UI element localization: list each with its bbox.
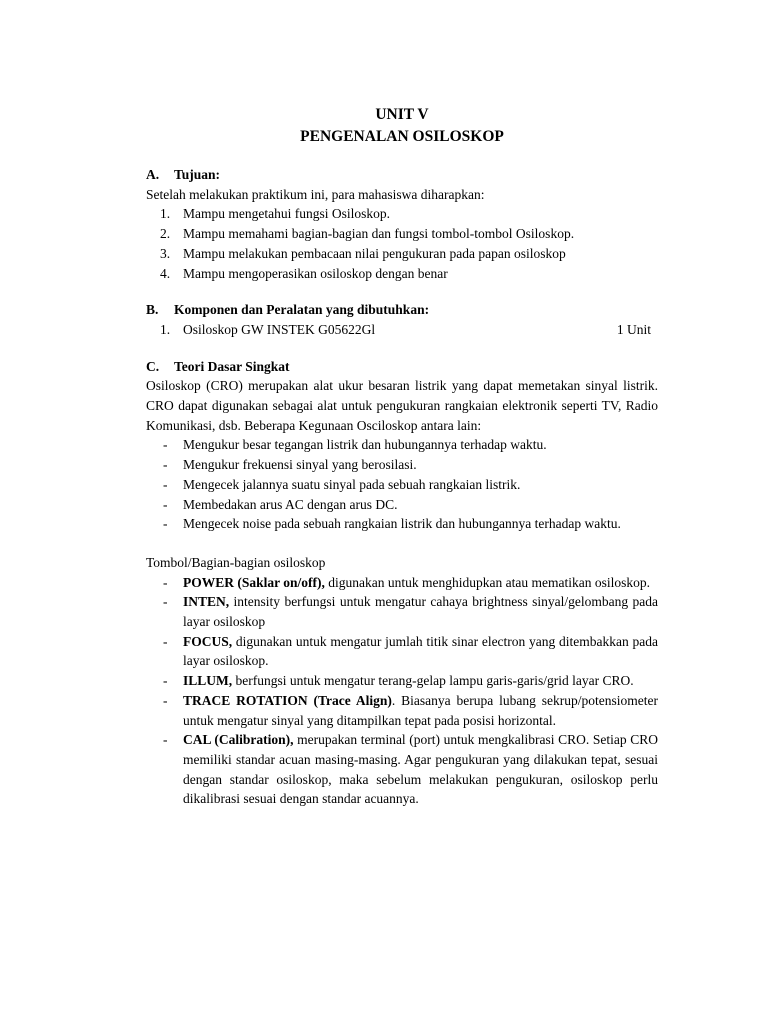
part-description: berfungsi untuk mengatur terang-gelap lampu garis-garis/grid layar CRO. [232,673,634,689]
component-quantity: 1 Unit [616,321,651,337]
list-item [146,514,658,534]
part-description: . Biasanya berupa lubang sekrup/potensiometer untuk mengatur sinyal yang ditampilkan tepat pada posisi horizontal. [183,692,658,728]
list-number: 3. [160,245,171,261]
bullet-dash: - [163,457,168,473]
list-text: Mengukur besar tegangan listrik dan hubungannya terhadap waktu. [183,437,547,453]
objectives-list [146,204,658,283]
part-term: TRACE ROTATION (Trace Align) [183,692,392,708]
list-item [146,632,658,671]
section-b-title: Komponen dan Peralatan yang dibutuhkan: [174,302,430,318]
section-c-heading [146,357,658,377]
section-a-heading [146,165,658,185]
section-b-letter: B. [146,302,159,318]
list-item [146,244,658,264]
list-item [146,592,658,631]
section-c-title: Teori Dasar Singkat [174,358,290,374]
bullet-dash: - [163,496,168,512]
section-a-letter: A. [146,167,160,182]
list-number: 1. [160,321,171,337]
list-item [146,264,658,284]
bullet-dash: - [163,732,168,748]
list-text: Mengukur frekuensi sinyal yang berosilasi. [183,457,417,473]
part-term: POWER (Saklar on/off), [183,574,325,590]
list-text: Mampu melakukan pembacaan nilai pengukuran pada papan osiloskop [183,245,566,261]
part-term: CAL (Calibration), [183,732,294,748]
list-item [146,495,658,515]
list-number: 2. [160,226,171,242]
bullet-dash: - [163,437,168,453]
document-content [146,104,658,809]
bullet-dash: - [163,594,168,610]
bullet-dash: - [163,516,168,532]
theory-paragraph: Osiloskop (CRO) merupakan alat ukur besaran listrik yang dapat memetakan sinyal listrik. CRO dapat digunakan sebagai alat untuk pengukuran rangkaian elektronik seperti TV, Radio Komunikasi, dsb. Beberapa Kegunaan Osciloskop antara lain: [146,378,658,433]
list-item [146,204,658,224]
document-title: PENGENALAN OSILOSKOP [300,128,504,145]
section-a-title: Tujuan: [174,167,221,182]
list-text: Mampu mengetahui fungsi Osiloskop. [183,206,390,222]
list-text: Mampu memahami bagian-bagian dan fungsi tombol-tombol Osiloskop. [183,226,575,242]
list-item [146,224,658,244]
list-item [146,435,658,455]
section-b-heading [146,300,658,320]
component-name: Osiloskop GW INSTEK G05622Gl [183,321,376,337]
parts-intro: Tombol/Bagian-bagian osiloskop [146,554,326,570]
list-text: Mampu mengoperasikan osiloskop dengan benar [183,265,448,281]
list-number: 4. [160,265,171,281]
list-number: 1. [160,206,171,222]
part-term: ILLUM, [183,673,233,689]
list-item [146,475,658,495]
unit-title: UNIT V [375,106,429,123]
bullet-dash: - [163,692,168,708]
bullet-dash: - [163,574,168,590]
component-row [146,320,658,340]
list-text: Membedakan arus AC dengan arus DC. [183,496,398,512]
bullet-dash: - [163,633,168,649]
bullet-dash: - [163,673,168,689]
list-item [146,455,658,475]
bullet-dash: - [163,476,168,492]
part-description: digunakan untuk menghidupkan atau mematikan osiloskop. [324,574,650,590]
uses-list [146,435,658,534]
list-item [146,691,658,730]
part-description: digunakan untuk mengatur jumlah titik sinar electron yang ditembakkan pada layar osiloskop. [183,633,658,669]
part-description: intensity berfungsi untuk mengatur cahaya brightness sinyal/gelombang pada layar osiloskop [183,594,658,630]
list-text: Mengecek noise pada sebuah rangkaian listrik dan hubungannya terhadap waktu. [183,516,621,532]
list-text: Mengecek jalannya suatu sinyal pada sebuah rangkaian listrik. [183,476,521,492]
parts-list [146,573,658,809]
list-item [146,730,658,809]
list-item [146,671,658,691]
part-term: FOCUS, [183,633,233,649]
section-c-letter: C. [146,358,160,374]
part-description: merupakan terminal (port) untuk mengkalibrasi CRO. Setiap CRO memiliki standar acuan masing-masing. Agar pengukuran yang dilakukan tepat, sesuai dengan standar osiloskop, maka sebelum melakukan pengukuran, osiloskop perlu dikalibrasi sesuai dengan standar acuannya. [183,732,658,807]
part-term: INTEN, [183,594,230,610]
list-item [146,573,658,593]
section-a-intro: Setelah melakukan praktikum ini, para mahasiswa diharapkan: [146,186,485,202]
